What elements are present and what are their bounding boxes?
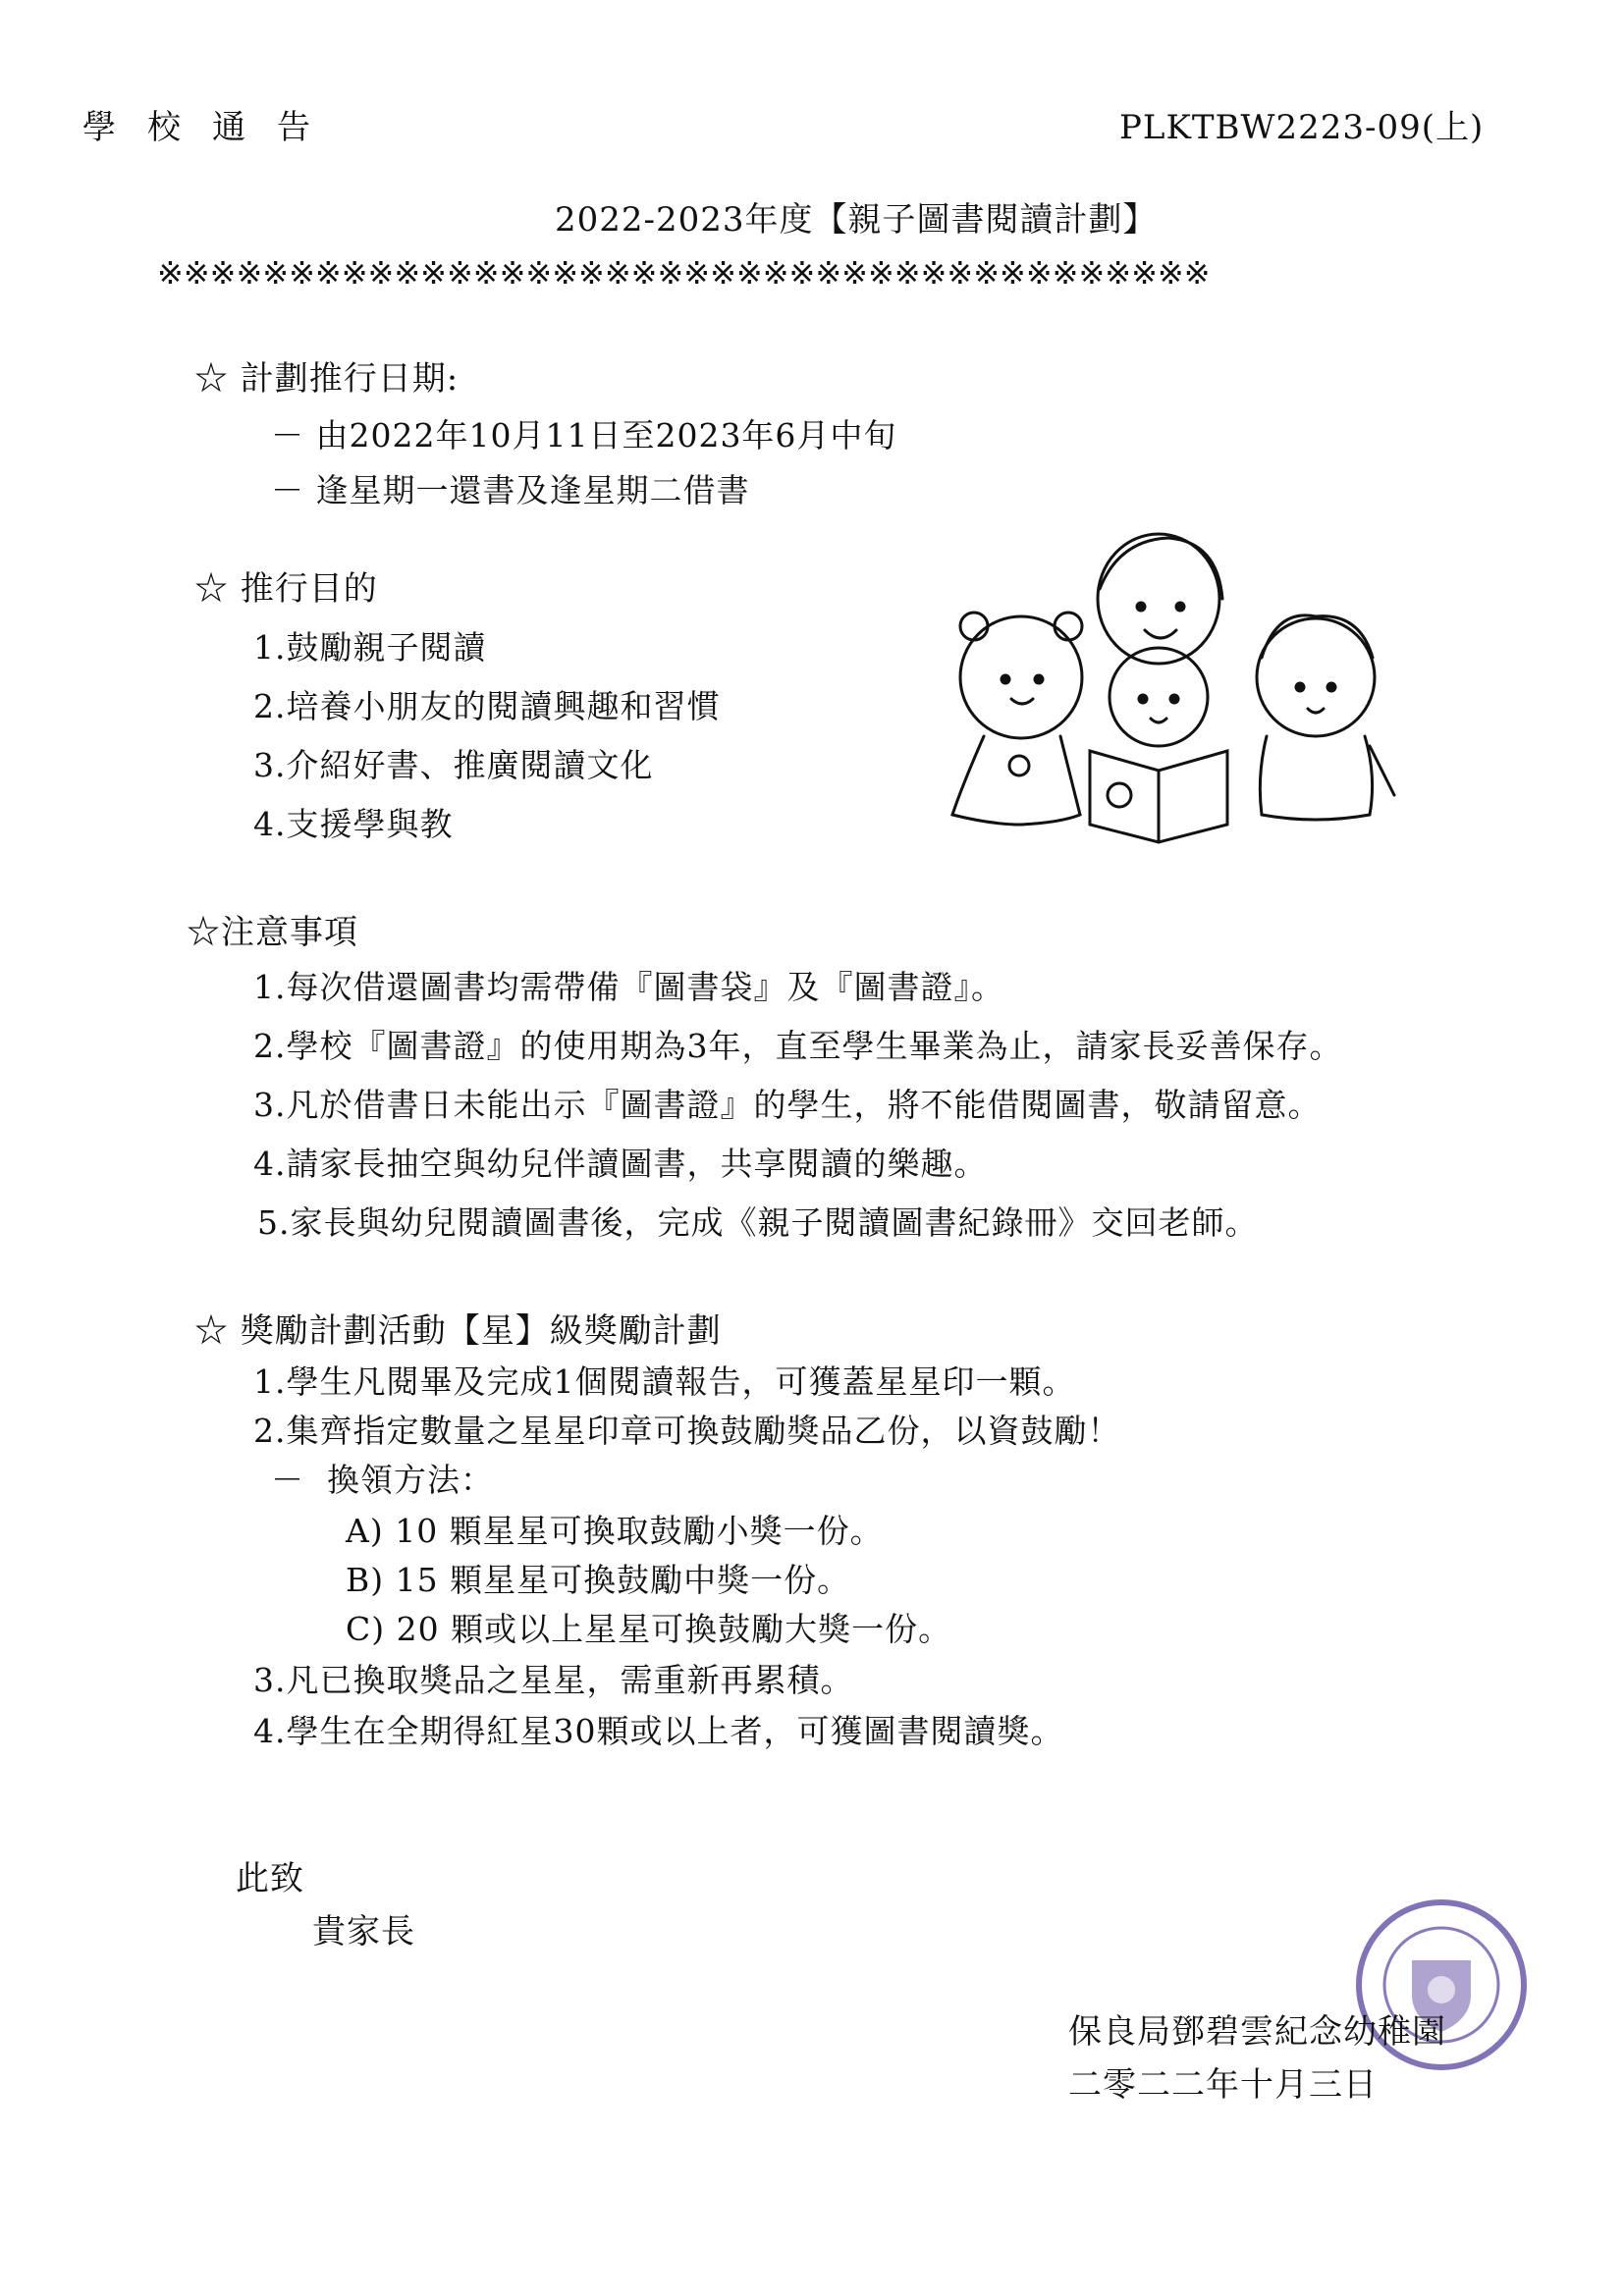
section-reward-item: 2.集齊指定數量之星星印章可換鼓勵獎品乙份，以資鼓勵！ <box>253 1412 1121 1450</box>
section-notes-item: 3.凡於借書日未能出示『圖書證』的學生，將不能借閱圖書，敬請留意。 <box>253 1086 1322 1124</box>
redeem-method-label: － 換領方法： <box>271 1461 494 1499</box>
family-reading-illustration <box>923 530 1414 864</box>
section-notes-item: 1.每次借還圖書均需帶備『圖書袋』及『圖書證』。 <box>253 968 1004 1006</box>
section-dates-heading: ☆ 計劃推行日期: <box>194 359 460 399</box>
redeem-option: A) 10 顆星星可換取鼓勵小獎一份。 <box>346 1512 884 1550</box>
notice-date: 二零二二年十月三日 <box>1068 2065 1378 2105</box>
section-notes-item: 2.學校『圖書證』的使用期為3年，直至學生畢業為止，請家長妥善保存。 <box>253 1027 1343 1065</box>
divider-line: ※※※※※※※※※※※※※※※※※※※※※※※※※※※※※※※※※※※※※※※※ <box>157 254 1211 292</box>
section-notes-heading: ☆注意事項 <box>187 913 358 952</box>
section-reward-heading: ☆ 獎勵計劃活動【星】級獎勵計劃 <box>194 1311 722 1351</box>
document-title: 2022-2023年度【親子圖書閱讀計劃】 <box>555 200 1158 240</box>
section-notes-item: 5.家長與幼兒閱讀圖書後，完成《親子閱讀圖書紀錄冊》交回老師。 <box>257 1203 1259 1242</box>
section-dates-item: － 逢星期一還書及逢星期二借書 <box>271 471 750 509</box>
section-goals-item: 3.介紹好書、推廣閱讀文化 <box>253 746 654 784</box>
section-goals-heading: ☆ 推行目的 <box>194 569 378 609</box>
redeem-option: B) 15 顆星星可換鼓勵中獎一份。 <box>346 1561 851 1599</box>
section-goals-item: 1.鼓勵親子閱讀 <box>253 628 487 667</box>
salutation: 此致 <box>236 1859 304 1898</box>
recipient: 貴家長 <box>312 1912 415 1951</box>
section-notes-item: 4.請家長抽空與幼兒伴讀圖書，共享閱讀的樂趣。 <box>253 1145 988 1183</box>
section-goals-item: 2.培養小朋友的閱讀興趣和習慣 <box>253 687 721 725</box>
redeem-option: C) 20 顆或以上星星可換鼓勵大獎一份。 <box>346 1610 952 1648</box>
school-name: 保良局鄧碧雲紀念幼稚園 <box>1068 2012 1446 2052</box>
section-dates-item: － 由2022年10月11日至2023年6月中旬 <box>271 416 897 454</box>
section-reward-item: 3.凡已換取獎品之星星，需重新再累積。 <box>253 1661 854 1699</box>
section-goals-item: 4.支援學與教 <box>253 805 454 843</box>
section-reward-item: 1.學生凡閱畢及完成1個閱讀報告，可獲蓋星星印一顆。 <box>253 1362 1076 1401</box>
section-reward-item: 4.學生在全期得紅星30顆或以上者，可獲圖書閱讀獎。 <box>253 1712 1064 1750</box>
reference-number: PLKTBW2223-09(上) <box>1119 108 1485 147</box>
notice-label: 學校通告 <box>82 108 342 147</box>
